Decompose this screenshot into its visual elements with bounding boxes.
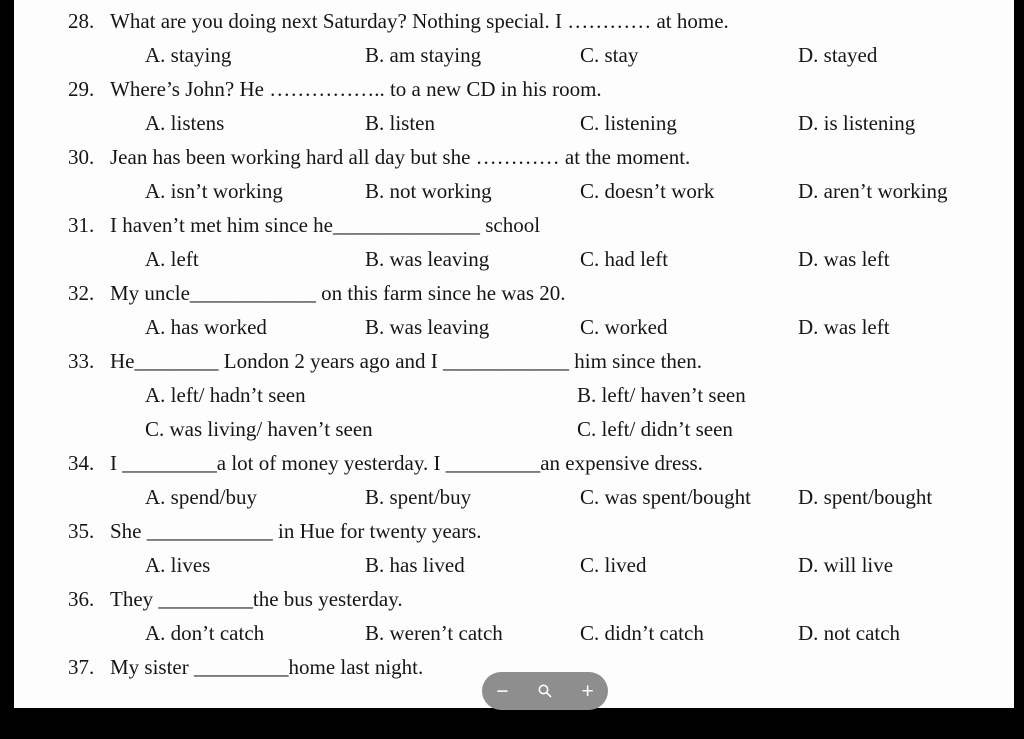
question-text — [68, 140, 1014, 174]
question-number: 35. — [68, 519, 95, 543]
option-row — [145, 616, 1014, 650]
answer-option: C. left/ didn’t seen — [577, 417, 733, 441]
answer-option: C. doesn’t work — [580, 179, 715, 203]
answer-option: C. was living/ haven’t seen — [145, 417, 373, 441]
document-page — [14, 0, 1014, 708]
answer-option: C. stay — [580, 43, 639, 67]
zoom-out-button[interactable]: − — [492, 681, 512, 702]
answer-option: B. not working — [365, 179, 492, 203]
question-text — [68, 344, 1014, 378]
question-body: Where’s John? He …………….. to a new CD in his room. — [110, 77, 602, 101]
answer-option: C. lived — [580, 553, 647, 577]
answer-option: C. didn’t catch — [580, 621, 704, 645]
answer-option: D. will live — [798, 553, 894, 577]
answer-option: D. was left — [798, 247, 890, 271]
answer-option: C. was spent/bought — [580, 485, 751, 509]
question-number: 34. — [68, 451, 95, 475]
answer-option: B. weren’t catch — [365, 621, 503, 645]
question-body: My uncle____________ on this farm since he was 20. — [110, 281, 566, 305]
question-body: My sister _________home last night. — [110, 655, 424, 679]
answer-option: B. spent/buy — [365, 485, 472, 509]
question-text — [68, 446, 1014, 480]
answer-option: A. listens — [145, 111, 225, 135]
question-text — [68, 72, 1014, 106]
question-text — [68, 4, 1014, 38]
question-number: 36. — [68, 587, 95, 611]
option-row — [145, 310, 1014, 344]
answer-option: C. listening — [580, 111, 677, 135]
answer-option: D. aren’t working — [798, 179, 948, 203]
answer-option: A. left — [145, 247, 199, 271]
magnifier-icon — [537, 683, 553, 699]
answer-option: A. lives — [145, 553, 211, 577]
option-row — [145, 480, 1014, 514]
zoom-search-button[interactable] — [533, 683, 557, 699]
question-number: 31. — [68, 213, 95, 237]
question-number: 33. — [68, 349, 95, 373]
option-row — [145, 242, 1014, 276]
option-row — [145, 38, 1014, 72]
question-body: He________ London 2 years ago and I ____________ him since then. — [110, 349, 702, 373]
answer-option: A. spend/buy — [145, 485, 257, 509]
question-number: 29. — [68, 77, 95, 101]
question-text — [68, 276, 1014, 310]
question-body: Jean has been working hard all day but she ………… at the moment. — [110, 145, 691, 169]
option-row — [145, 174, 1014, 208]
answer-option: D. not catch — [798, 621, 901, 645]
option-row — [145, 106, 1014, 140]
zoom-in-button[interactable]: + — [577, 681, 597, 702]
answer-option: C. had left — [580, 247, 669, 271]
option-row — [145, 548, 1014, 582]
answer-option: A. left/ hadn’t seen — [145, 383, 306, 407]
answer-option: A. staying — [145, 43, 232, 67]
question-text — [68, 514, 1014, 548]
question-list — [68, 4, 1014, 684]
answer-option: B. left/ haven’t seen — [577, 383, 746, 407]
answer-option: D. is listening — [798, 111, 916, 135]
question-number: 32. — [68, 281, 95, 305]
question-number: 30. — [68, 145, 95, 169]
zoom-toolbar[interactable] — [482, 672, 608, 710]
option-row — [145, 378, 1014, 412]
answer-option: D. spent/bought — [798, 485, 933, 509]
answer-option: B. has lived — [365, 553, 465, 577]
question-body: What are you doing next Saturday? Nothing special. I ………… at home. — [110, 9, 729, 33]
answer-option: D. stayed — [798, 43, 878, 67]
answer-option: A. has worked — [145, 315, 267, 339]
question-body: She ____________ in Hue for twenty years. — [110, 519, 482, 543]
answer-option: D. was left — [798, 315, 890, 339]
answer-option: A. isn’t working — [145, 179, 283, 203]
question-number: 28. — [68, 9, 95, 33]
answer-option: B. listen — [365, 111, 436, 135]
answer-option: C. worked — [580, 315, 668, 339]
question-body: They _________the bus yesterday. — [110, 587, 403, 611]
answer-option: B. was leaving — [365, 315, 490, 339]
question-body: I _________a lot of money yesterday. I _________an expensive dress. — [110, 451, 703, 475]
option-row — [145, 412, 1014, 446]
answer-option: B. am staying — [365, 43, 482, 67]
answer-option: A. don’t catch — [145, 621, 265, 645]
question-text — [68, 582, 1014, 616]
question-number: 37. — [68, 655, 95, 679]
question-body: I haven’t met him since he______________ school — [110, 213, 541, 237]
answer-option: B. was leaving — [365, 247, 490, 271]
question-text — [68, 208, 1014, 242]
